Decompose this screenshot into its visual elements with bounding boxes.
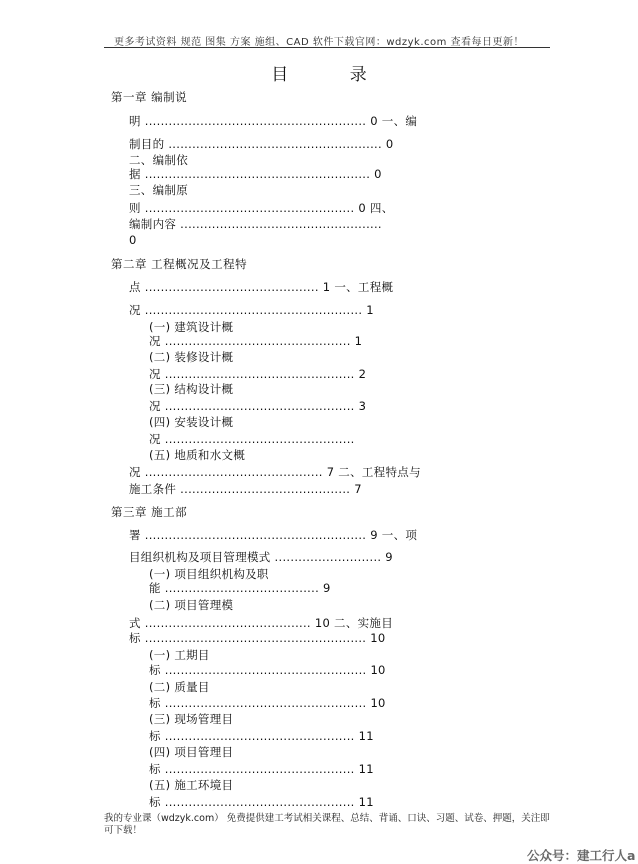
toc-line: 署 ........................................................ 9 一、项 — [129, 528, 418, 542]
header-rule — [104, 47, 550, 48]
toc-line: 点 ............................................ 1 一、工程概 — [129, 280, 394, 294]
toc-subsection: (五) 施工环境目 — [149, 778, 234, 792]
toc-line: 0 — [129, 233, 137, 247]
toc-subsection: (四) 项目管理目 — [149, 745, 234, 759]
toc-line: 况 ................................................ 2 — [149, 367, 367, 381]
toc-line: 则 ..................................................... 0 四、 — [129, 201, 394, 215]
toc-line: 标 ................................................... 10 — [149, 696, 386, 710]
toc-line: 况 ............................................... 1 — [149, 334, 363, 348]
toc-subsection: (一) 项目组织机构及职 — [149, 567, 269, 581]
toc-line: 标 ................................................ 11 — [149, 795, 374, 809]
footer-line-2: 可下载！ — [104, 825, 143, 836]
toc-line: 三、编制原 — [129, 183, 188, 197]
toc-chapter-1: 第一章 编制说 — [111, 90, 188, 104]
toc-subsection: (一) 工期目 — [149, 648, 210, 662]
toc-chapter-2: 第二章 工程概况及工程特 — [111, 257, 248, 271]
toc-line: 式 .......................................... 10 二、实施目 — [129, 616, 394, 630]
toc-subsection: (二) 装修设计概 — [149, 350, 234, 364]
toc-subsection: (一) 建筑设计概 — [149, 320, 234, 334]
toc-line: 能 ....................................... 9 — [149, 581, 331, 595]
toc-line: 据 ......................................................... 0 — [129, 167, 382, 181]
toc-chapter-3: 第三章 施工部 — [111, 505, 188, 519]
page-header: 更多考试资料 规范 图集 方案 施组、CAD 软件下载官网：wdzyk.com 查看每日更新！ — [113, 37, 525, 48]
toc-line: 况 ............................................. 7 二、工程特点与 — [129, 465, 421, 479]
toc-subsection: (五) 地质和水文概 — [149, 448, 246, 462]
watermark-text: 公众号：建工行人a — [527, 848, 636, 863]
toc-title: 目 录 — [271, 65, 395, 85]
toc-line: 况 ................................................ — [149, 432, 355, 446]
toc-line: 二、编制依 — [129, 153, 188, 167]
toc-subsection: (三) 现场管理目 — [149, 712, 234, 726]
toc-line: 况 ................................................ 3 — [149, 399, 367, 413]
toc-line: 制目的 ...................................................... 0 — [129, 137, 394, 151]
toc-line: 况 ....................................................... 1 — [129, 303, 374, 317]
toc-line: 标 ........................................................ 10 — [129, 631, 386, 645]
toc-line: 施工条件 ........................................... 7 — [129, 482, 362, 496]
toc-subsection: (三) 结构设计概 — [149, 382, 234, 396]
toc-line: 目组织机构及项目管理模式 ........................... 9 — [129, 550, 393, 564]
toc-subsection: (四) 安装设计概 — [149, 415, 234, 429]
footer-line-1: 我的专业课（wdzyk.com） 免费提供建工考试相关课程、总结、背诵、口诀、习题、试卷、押题，关注即 — [104, 813, 550, 824]
toc-line: 明 ........................................................ 0 一、编 — [129, 114, 418, 128]
toc-subsection: (二) 质量目 — [149, 680, 210, 694]
toc-line: 标 ................................................ 11 — [149, 762, 374, 776]
toc-line: 标 ................................................ 11 — [149, 729, 374, 743]
toc-subsection: (二) 项目管理模 — [149, 598, 234, 612]
toc-line: 标 ................................................... 10 — [149, 663, 386, 677]
toc-line: 编制内容 ................................................... — [129, 217, 382, 231]
